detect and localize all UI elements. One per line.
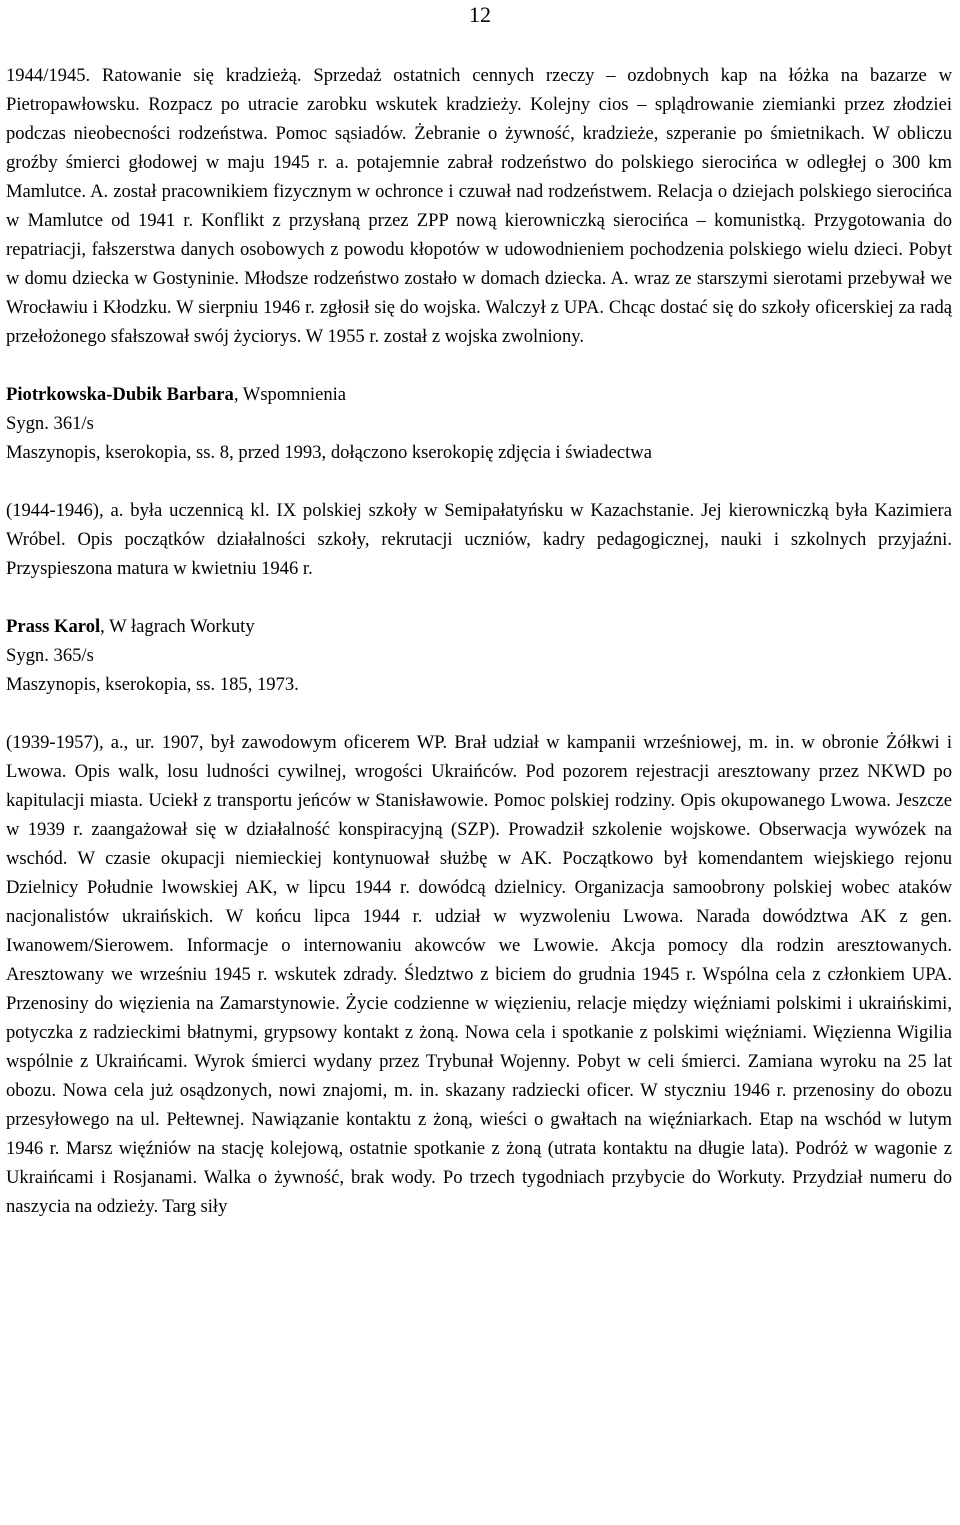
spacer — [6, 583, 952, 612]
spacer — [6, 467, 952, 496]
entry-signature: Sygn. 365/s — [6, 645, 94, 666]
catalog-entry-prass — [6, 612, 952, 1221]
page-number: 12 — [469, 2, 491, 27]
document-body — [6, 61, 952, 1221]
entry-description: (1939-1957), a., ur. 1907, był zawodowym oficerem WP. Brał udział w kampanii wrześniowej, m. in. w obronie Żółkwi i Lwowa. Opis walk, losu ludności cywilnej, wrogości Ukraińców. Pod pozorem rejestracji aresztowany przez NKWD po kapitulacji miasta. Uciekł z transportu jeńców w Stanisławowie. Pomoc polskiej rodziny. Opis okupowanego Lwowa. Jeszcze w 1939 r. zaangażował się w działalność konspiracyjną (SZP). Prowadził szkolenie wojskowe. Obserwacja wywózek na wschód. W czasie okupacji niemieckiej kontynuował służbę w AK. Początkowo był komendantem wiejskiego rejonu Dzielnicy Południe lwowskiej AK, w lipcu 1944 r. dowódcą dzielnicy. Organizacja samoobrony polskiej wobec ataków nacjonalistów ukraińskich. W końcu lipca 1944 r. udział w wyzwoleniu Lwowa. Narada dowództwa AK z gen. Iwanowem/Sierowem. Informacje o internowaniu akowców we Lwowie. Akcja pomocy dla rodzin aresztowanych. Aresztowany we wrześniu 1945 r. wskutek zdrady. Śledztwo z biciem do grudnia 1945 r. Wspólna cela z członkiem UPA. Przenosiny do więzienia na Zamarstynowie. Życie codzienne w więzieniu, relacje między więźniami polskimi i ukraińskimi, potyczka z radzieckimi błatnymi, grypsowy kontakt z żoną. Nowa cela i spotkanie z polskimi więźniami. Więzienna Wigilia wspólnie z Ukraińcami. Wyrok śmierci wydany przez Trybunał Wojenny. Pobyt w celi śmierci. Zamiana wyroku na 25 lat obozu. Nowa cela już osądzonych, nowi znajomi, m. in. skazany radziecki oficer. W styczniu 1946 r. przenosiny do obozu przesyłowego na ul. Pełtewnej. Nawiązanie kontaktu z żoną, wieści o gwałtach na więźniarkach. Etap na wschód w lutym 1946 r. Marsz więźniów na stację kolejową, ostatnie spotkanie z żoną (utrata kontaktu na długie lata). Podróż w wagonie z Ukraińcami i Rosjanami. Walka o żywność, brak wody. Po trzech tygodniach przybycie do Workuty. Przydział numeru do naszycia na odzieży. Targ siły — [6, 732, 952, 1217]
entry-physical-description: Maszynopis, kserokopia, ss. 8, przed 1993, dołączono kserokopię zdjęcia i świadectwa — [6, 442, 652, 463]
entry-title: , W łagrach Workuty — [100, 616, 255, 637]
spacer — [6, 699, 952, 728]
entry-description: (1944-1946), a. była uczennicą kl. IX polskiej szkoły w Semipałatyńsku w Kazachstanie. Jej kierowniczką była Kazimiera Wróbel. Opis początków działalności szkoły, rekrutacji uczniów, kadry pedagogicznej, nauki i szkolnych przyjaźni. Przyspieszona matura w kwietniu 1946 r. — [6, 500, 952, 579]
entry-author: Prass Karol — [6, 616, 101, 637]
entry-heading — [6, 612, 952, 641]
entry-continued-paragraph: 1944/1945. Ratowanie się kradzieżą. Sprzedaż ostatnich cennych rzeczy – ozdobnych kap na łóżka na bazarze w Pietropawłowsku. Rozpacz po utracie zarobku wskutek kradzieży. Kolejny cios – splądrowanie ziemianki przez złodziei podczas nieobecności rodzeństwa. Pomoc sąsiadów. Żebranie o żywność, kradzieże, szperanie po śmietnikach. W obliczu groźby śmierci głodowej w maju 1945 r. a. potajemnie zabrał rodzeństwo do polskiego sierocińca w odległej o 300 km Mamlutce. A. został pracownikiem fizycznym w ochronce i czuwał nad rodzeństwem. Relacja o dziejach polskiego sierocińca w Mamlutce od 1941 r. Konflikt z przysłaną przez ZPP nową kierowniczką sierocińca – komunistką. Przygotowania do repatriacji, fałszerstwa danych osobowych z powodu kłopotów w udowodnieniem pochodzenia polskiego wielu dzieci. Pobyt w domu dziecka w Gostyninie. Młodsze rodzeństwo zostało w domach dziecka. A. wraz ze starszymi sierotami przebywał we Wrocławiu i Kłodzku. W sierpniu 1946 r. zgłosił się do wojska. Walczył z UPA. Chcąc dostać się do szkoły oficerskiej za radą przełożonego sfałszował swój życiorys. W 1955 r. został z wojska zwolniony. — [6, 65, 952, 347]
entry-physical-description: Maszynopis, kserokopia, ss. 185, 1973. — [6, 674, 299, 695]
entry-author: Piotrkowska-Dubik Barbara — [6, 384, 234, 405]
entry-heading — [6, 380, 952, 409]
entry-title: , Wspomnienia — [233, 384, 347, 405]
entry-signature: Sygn. 361/s — [6, 413, 94, 434]
spacer — [6, 351, 952, 380]
catalog-entry-piotrkowska — [6, 380, 952, 583]
